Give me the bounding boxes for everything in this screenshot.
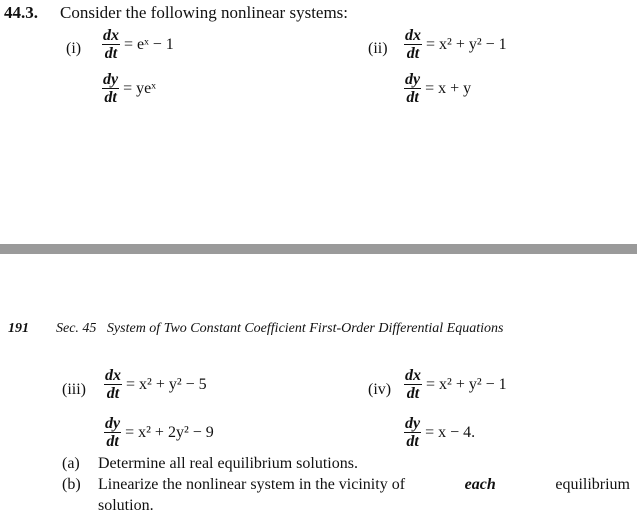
equation-ii-1 bbox=[404, 28, 507, 61]
equation-iv-2 bbox=[404, 416, 475, 449]
equation-ii-2 bbox=[404, 72, 471, 105]
problem-number: 44.3. bbox=[4, 3, 38, 22]
system-label-i: (i) bbox=[66, 40, 82, 57]
equation-rhs: = x² + 2y² − 9 bbox=[125, 423, 214, 441]
derivative-fraction bbox=[404, 28, 422, 61]
part-label-b: (b) bbox=[62, 476, 81, 493]
fraction-numerator: dy bbox=[105, 415, 121, 432]
equation-iii-1 bbox=[104, 368, 207, 401]
fraction-numerator: dx bbox=[103, 27, 119, 44]
derivative-fraction bbox=[102, 72, 119, 105]
equation-rhs: = yeˣ bbox=[123, 79, 156, 97]
part-b-text-after: equilibrium bbox=[555, 476, 630, 493]
derivative-fraction bbox=[404, 416, 421, 449]
fraction-numerator: dy bbox=[405, 415, 421, 432]
derivative-fraction bbox=[104, 416, 121, 449]
part-b-continuation: solution. bbox=[98, 497, 154, 514]
fraction-numerator: dy bbox=[103, 71, 119, 88]
system-label-iii: (iii) bbox=[62, 381, 86, 398]
part-label-a: (a) bbox=[62, 455, 80, 472]
fraction-numerator: dy bbox=[405, 71, 421, 88]
equation-rhs: = x² + y² − 1 bbox=[426, 375, 507, 393]
fraction-denominator: dt bbox=[104, 45, 118, 62]
equation-rhs: = x − 4. bbox=[425, 423, 476, 441]
equation-iii-2 bbox=[104, 416, 214, 449]
system-label-iv: (iv) bbox=[368, 381, 392, 398]
part-b-text-before: Linearize the nonlinear system in the vicinity of bbox=[98, 476, 406, 493]
equation-rhs: = x + y bbox=[425, 79, 472, 97]
fraction-denominator: dt bbox=[406, 89, 419, 106]
fraction-denominator: dt bbox=[406, 45, 420, 62]
derivative-fraction bbox=[104, 368, 122, 401]
page-divider bbox=[0, 244, 637, 254]
fraction-denominator: dt bbox=[106, 385, 120, 402]
fraction-numerator: dx bbox=[105, 367, 121, 384]
equation-i-1 bbox=[102, 28, 174, 61]
part-b-emphasis: each bbox=[464, 476, 496, 493]
equation-i-2 bbox=[102, 72, 156, 105]
equation-iv-1 bbox=[404, 368, 507, 401]
derivative-fraction bbox=[404, 72, 421, 105]
equation-rhs: = eˣ − 1 bbox=[124, 35, 174, 53]
equation-rhs: = x² + y² − 5 bbox=[126, 375, 207, 393]
equation-rhs: = x² + y² − 1 bbox=[426, 35, 507, 53]
problem-intro: Consider the following nonlinear systems: bbox=[60, 3, 349, 22]
fraction-denominator: dt bbox=[406, 433, 419, 450]
part-text-a: Determine all real equilibrium solutions. bbox=[98, 455, 358, 472]
fraction-numerator: dx bbox=[405, 27, 421, 44]
fraction-denominator: dt bbox=[104, 89, 117, 106]
part-text-b bbox=[98, 476, 630, 494]
fraction-denominator: dt bbox=[406, 385, 420, 402]
system-label-ii: (ii) bbox=[368, 40, 388, 57]
fraction-denominator: dt bbox=[106, 433, 119, 450]
derivative-fraction bbox=[102, 28, 120, 61]
running-header-title: Sec. 45 System of Two Constant Coefficient First-Order Differential Equations bbox=[56, 321, 504, 336]
derivative-fraction bbox=[404, 368, 422, 401]
fraction-numerator: dx bbox=[405, 367, 421, 384]
page-number: 191 bbox=[8, 321, 29, 336]
